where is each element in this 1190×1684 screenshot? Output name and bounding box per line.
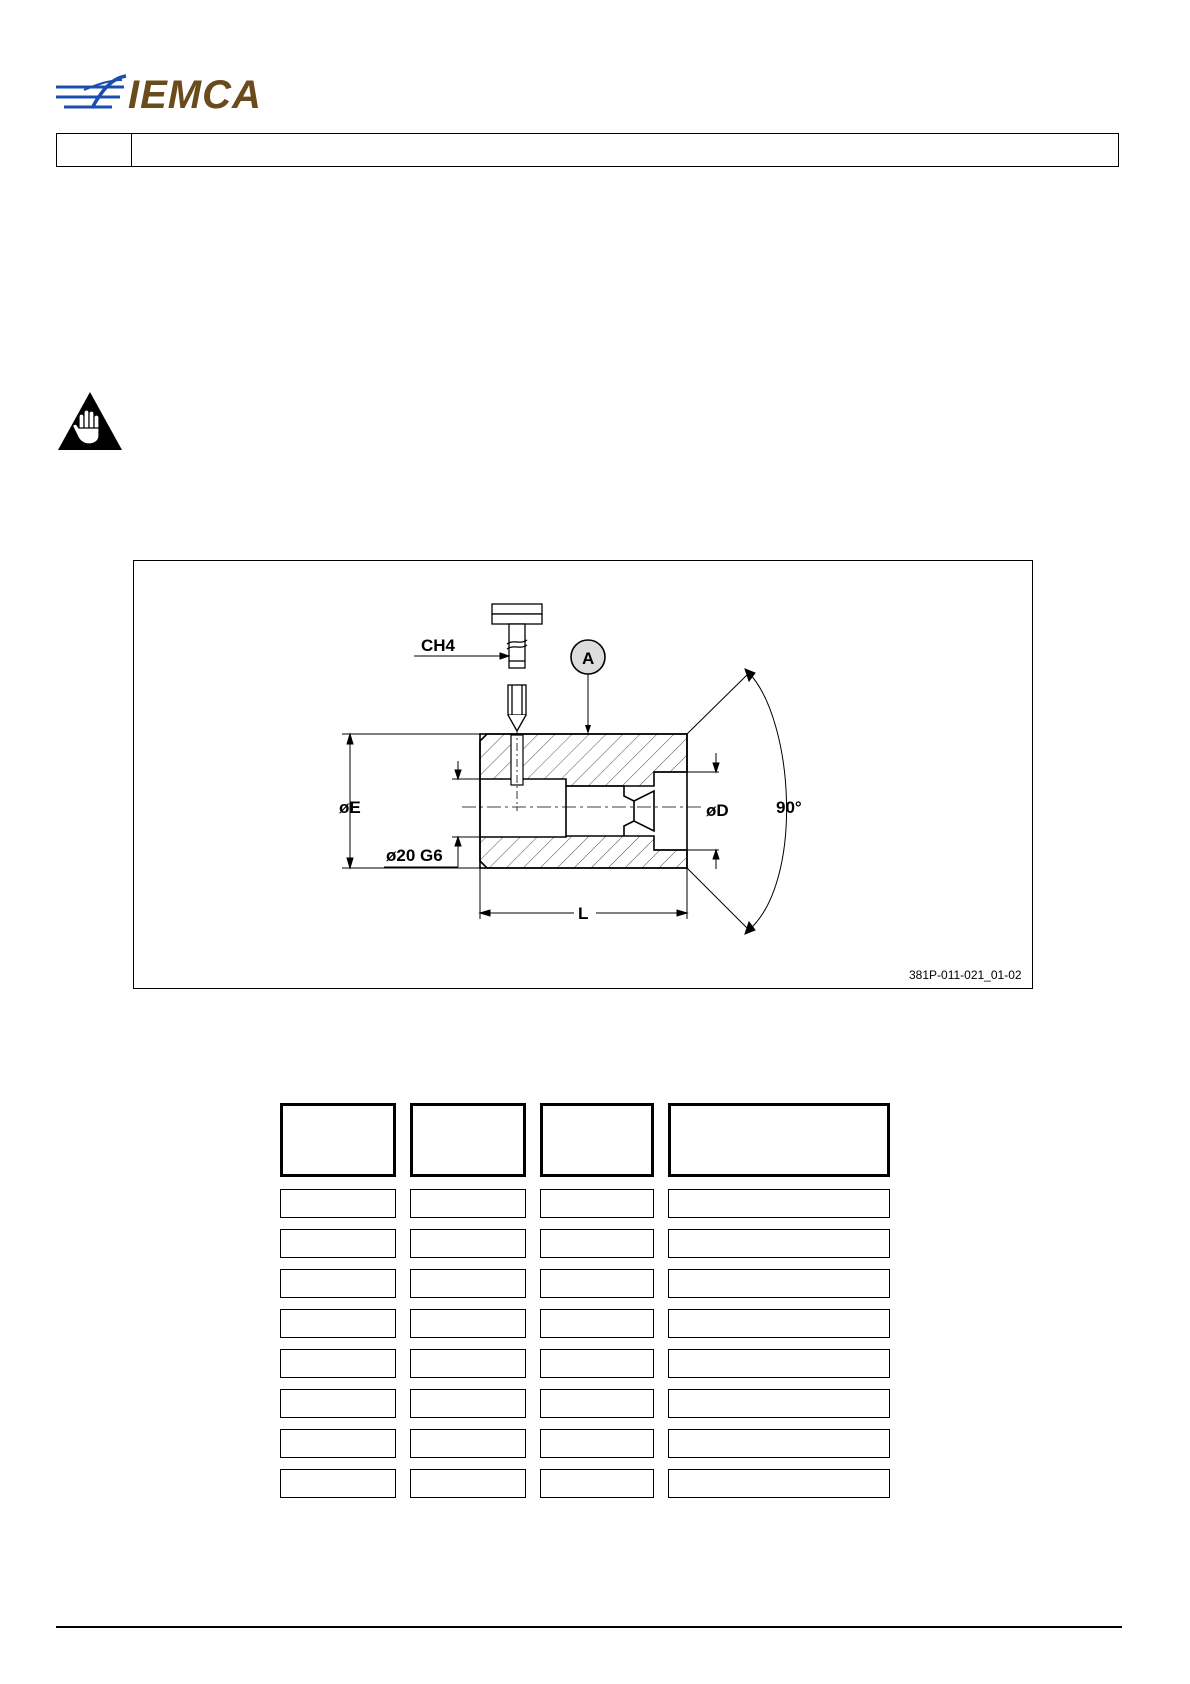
dimension-table xyxy=(280,1103,892,1509)
table-cell xyxy=(668,1189,890,1218)
label-diameter-e: øE xyxy=(339,798,361,817)
table-row xyxy=(280,1229,892,1269)
label-ch4: CH4 xyxy=(421,636,456,655)
table-cell xyxy=(668,1309,890,1338)
table-row xyxy=(280,1389,892,1429)
table-cell xyxy=(668,1349,890,1378)
technical-drawing-frame xyxy=(133,560,1033,989)
table-row xyxy=(280,1469,892,1509)
header-code-cell xyxy=(57,134,132,166)
table-cell xyxy=(540,1469,654,1498)
iemca-logo xyxy=(54,70,304,116)
table-cell xyxy=(410,1469,526,1498)
table-cell xyxy=(540,1269,654,1298)
footer-rule xyxy=(56,1626,1122,1628)
table-cell xyxy=(668,1389,890,1418)
table-cell xyxy=(540,1349,654,1378)
table-cell xyxy=(410,1229,526,1258)
table-cell xyxy=(280,1229,396,1258)
table-row xyxy=(280,1429,892,1469)
table-cell xyxy=(540,1189,654,1218)
warning-hand-icon xyxy=(56,390,124,452)
table-cell xyxy=(280,1189,396,1218)
table-cell xyxy=(410,1429,526,1458)
table-cell xyxy=(668,1469,890,1498)
table-cell xyxy=(410,1389,526,1418)
table-header-cell xyxy=(410,1103,526,1177)
table-cell xyxy=(540,1229,654,1258)
label-bore: ø20 G6 xyxy=(386,846,443,865)
table-header-cell xyxy=(540,1103,654,1177)
table-cell xyxy=(280,1309,396,1338)
dim-angle xyxy=(687,669,787,934)
table-cell xyxy=(668,1429,890,1458)
table-cell xyxy=(280,1389,396,1418)
table-cell xyxy=(540,1429,654,1458)
bushing-section-drawing xyxy=(134,561,1031,987)
table-cell xyxy=(540,1389,654,1418)
table-cell xyxy=(540,1309,654,1338)
table-cell xyxy=(280,1349,396,1378)
table-cell xyxy=(410,1309,526,1338)
table-cell xyxy=(410,1189,526,1218)
label-diameter-d: øD xyxy=(706,801,729,820)
table-cell xyxy=(280,1269,396,1298)
table-row xyxy=(280,1189,892,1229)
logo-swoosh xyxy=(56,76,126,108)
logo-text: IEMCA xyxy=(128,73,262,116)
table-header-row xyxy=(280,1103,892,1177)
header-box xyxy=(56,133,1119,167)
table-row xyxy=(280,1309,892,1349)
table-cell xyxy=(410,1349,526,1378)
table-cell xyxy=(668,1229,890,1258)
label-angle: 90° xyxy=(776,798,802,817)
table-cell xyxy=(280,1469,396,1498)
table-cell xyxy=(410,1269,526,1298)
table-row xyxy=(280,1349,892,1389)
label-callout-a: A xyxy=(582,649,595,668)
table-cell xyxy=(280,1429,396,1458)
table-header-cell xyxy=(668,1103,890,1177)
table-cell xyxy=(668,1269,890,1298)
table-row xyxy=(280,1269,892,1309)
table-header-cell xyxy=(280,1103,396,1177)
figure-id: 381P-011-021_01-02 xyxy=(909,968,1022,982)
grub-screw xyxy=(508,685,526,731)
label-length: L xyxy=(578,904,589,923)
